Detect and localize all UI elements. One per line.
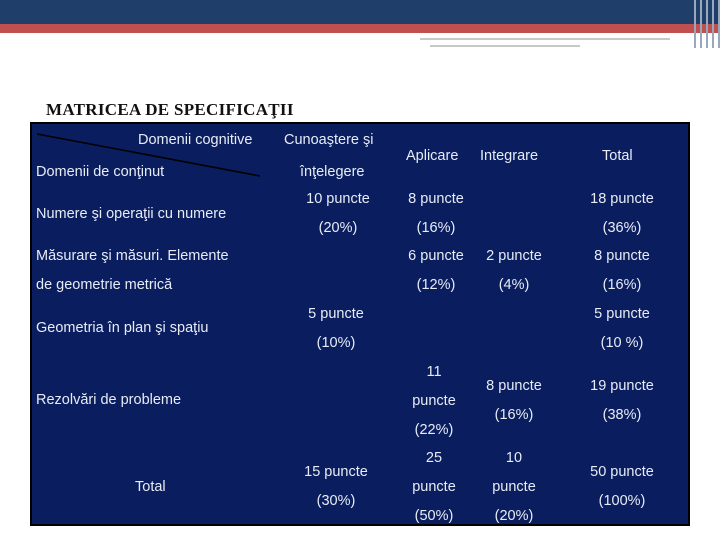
cell-unit: puncte	[412, 479, 456, 495]
cell-value: 8 puncte	[594, 248, 650, 264]
cell-value: 5 puncte	[594, 306, 650, 322]
cell-percent: (20%)	[494, 508, 534, 524]
cell-percent: (100%)	[598, 493, 646, 509]
cell-percent: (22%)	[414, 422, 454, 438]
cell-percent: (38%)	[602, 407, 642, 423]
cell-value: 18 puncte	[590, 191, 654, 207]
cell-percent: (20%)	[318, 220, 358, 236]
cell-value: 6 puncte	[408, 248, 464, 264]
header-cognitive-domains: Domenii cognitive	[138, 132, 253, 148]
row-label: Rezolvări de probleme	[36, 392, 182, 408]
total-row-label: Total	[135, 479, 166, 495]
cell-percent: (10 %)	[600, 335, 644, 351]
cell-value: 2 puncte	[486, 248, 542, 264]
specification-matrix-table	[30, 122, 690, 526]
header-col-total: Total	[602, 148, 633, 164]
row-label-line2: de geometrie metrică	[36, 277, 173, 293]
slide-accent-line	[430, 45, 580, 47]
header-content-domains: Domenii de conţinut	[36, 164, 165, 180]
cell-value: 8 puncte	[486, 378, 542, 394]
cell-percent: (36%)	[602, 220, 642, 236]
header-col-integration: Integrare	[480, 148, 539, 164]
page-title: MATRICEA DE SPECIFICAŢII	[46, 100, 294, 119]
cell-value: 8 puncte	[408, 191, 464, 207]
row-label: Geometria în plan şi spaţiu	[36, 320, 209, 336]
cell-value: 5 puncte	[308, 306, 364, 322]
cell-percent: (50%)	[414, 508, 454, 524]
cell-value: 15 puncte	[304, 464, 368, 480]
cell-percent: (10%)	[316, 335, 356, 351]
cell-unit: puncte	[492, 479, 536, 495]
cell-percent: (16%)	[416, 220, 456, 236]
cell-value: 10	[505, 450, 523, 466]
cell-unit: puncte	[412, 393, 456, 409]
cell-percent: (30%)	[316, 493, 356, 509]
row-label: Numere şi operaţii cu numere	[36, 206, 227, 222]
cell-value: 11	[426, 364, 442, 380]
header-col-knowledge-line2: înţelegere	[300, 164, 365, 180]
cell-value: 25	[425, 450, 443, 466]
cell-percent: (4%)	[498, 277, 530, 293]
header-col-application: Aplicare	[406, 148, 459, 164]
cell-percent: (16%)	[494, 407, 534, 423]
cell-percent: (16%)	[602, 277, 642, 293]
slide-accent-bar	[0, 24, 720, 33]
slide-top-bar	[0, 0, 720, 24]
cell-percent: (12%)	[416, 277, 456, 293]
cell-value: 10 puncte	[306, 191, 370, 207]
row-label-line1: Măsurare şi măsuri. Elemente	[36, 248, 229, 264]
slide-accent-line	[420, 38, 670, 40]
cell-value: 19 puncte	[590, 378, 654, 394]
header-col-knowledge-line1: Cunoaştere şi	[284, 132, 374, 148]
slide-corner-stripes	[692, 0, 720, 48]
cell-value: 50 puncte	[590, 464, 654, 480]
